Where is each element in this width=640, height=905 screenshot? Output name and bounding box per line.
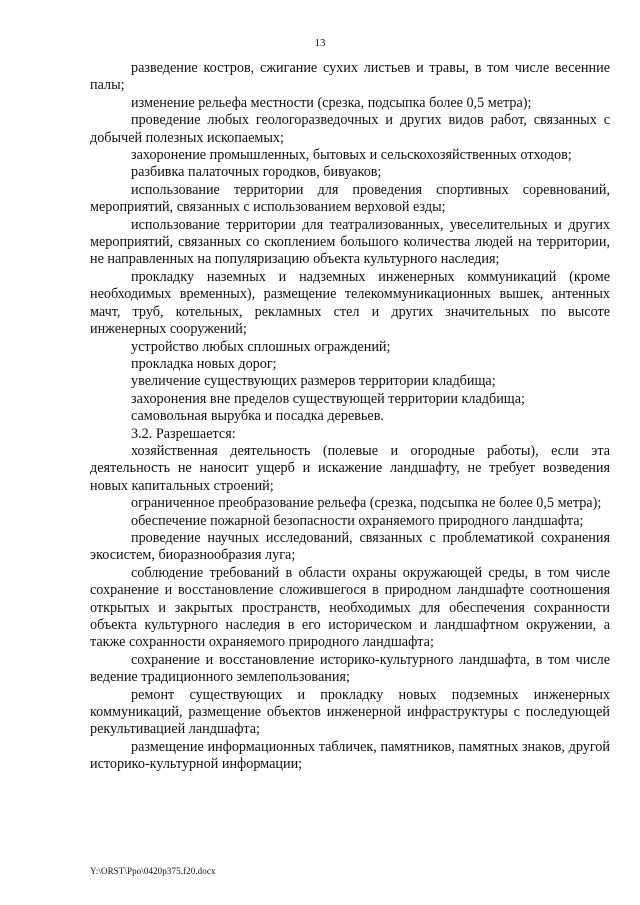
paragraph: разбивка палаточных городков, бивуаков; — [131, 164, 382, 181]
paragraph: прокладка новых дорог; — [131, 355, 277, 372]
footer-file-path: Y:\ORST\Ppo\0420p375.f20.docx — [90, 866, 216, 876]
paragraph: устройство любых сплошных ограждений; — [131, 338, 391, 355]
paragraph: хозяйственная деятельность (полевые и огородные работы), если эта деятельность не наносит ущерб и искажение ландшафту, не требует возведения новых капитальных строений; — [90, 442, 610, 494]
paragraph: размещение информационных табличек, памятников, памятных знаков, другой историко-культурной информации; — [90, 738, 610, 773]
paragraph: прокладку наземных и надземных инженерных коммуникаций (кроме необходимых временных), размещение телекоммуникационных вышек, антенных мачт, труб, котельных, рекламных стел и других значительных по высоте инженерных сооружений; — [90, 268, 610, 338]
paragraph: увеличение существующих размеров территории кладбища; — [131, 373, 496, 390]
paragraph: самовольная вырубка и посадка деревьев. — [131, 408, 384, 425]
page-number: 13 — [314, 37, 326, 49]
paragraph: ограниченное преобразование рельефа (срезка, подсыпка не более 0,5 метра); — [131, 495, 602, 512]
paragraph: использование территории для проведения спортивных соревнований, мероприятий, связанных с использованием верховой езды; — [90, 181, 610, 216]
paragraph: захоронение промышленных, бытовых и сельскохозяйственных отходов; — [131, 147, 572, 164]
paragraph: проведение научных исследований, связанных с проблематикой сохранения экосистем, биоразнообразия луга; — [90, 529, 610, 564]
paragraph: проведение любых геологоразведочных и других видов работ, связанных с добычей полезных ископаемых; — [90, 112, 610, 146]
paragraph: изменение рельефа местности (срезка, подсыпка более 0,5 метра); — [131, 94, 532, 111]
paragraph: захоронения вне пределов существующей территории кладбища; — [131, 390, 525, 407]
paragraph: соблюдение требований в области охраны окружающей среды, в том числе сохранение и восстановление сложившегося в природном ландшафте соотношения открытых и закрытых пространств, необходимых для обеспечения сохранности объекта культурного наследия в его историческом и ландшафтном окружении, а также сохранности охраняемого природного ландшафта; — [90, 564, 610, 651]
paragraph: сохранение и восстановление историко-культурного ландшафта, в том числе ведение традиционного землепользования; — [90, 651, 610, 686]
paragraph: разведение костров, сжигание сухих листьев и травы, в том числе весенние палы; — [90, 60, 610, 94]
document-body — [90, 60, 610, 774]
paragraph: обеспечение пожарной безопасности охраняемого природного ландшафта; — [131, 512, 584, 529]
paragraph: использование территории для театрализованных, увеселительных и других мероприятий, связанных со скоплением большого количества людей на территории, не направленных на популяризацию объекта культурного наследия; — [90, 216, 610, 268]
section-heading: 3.2. Разрешается: — [131, 425, 236, 442]
paragraph: ремонт существующих и прокладку новых подземных инженерных коммуникаций, размещение объектов инженерной инфраструктуры с последующей рекультивацией ландшафта; — [90, 686, 610, 738]
